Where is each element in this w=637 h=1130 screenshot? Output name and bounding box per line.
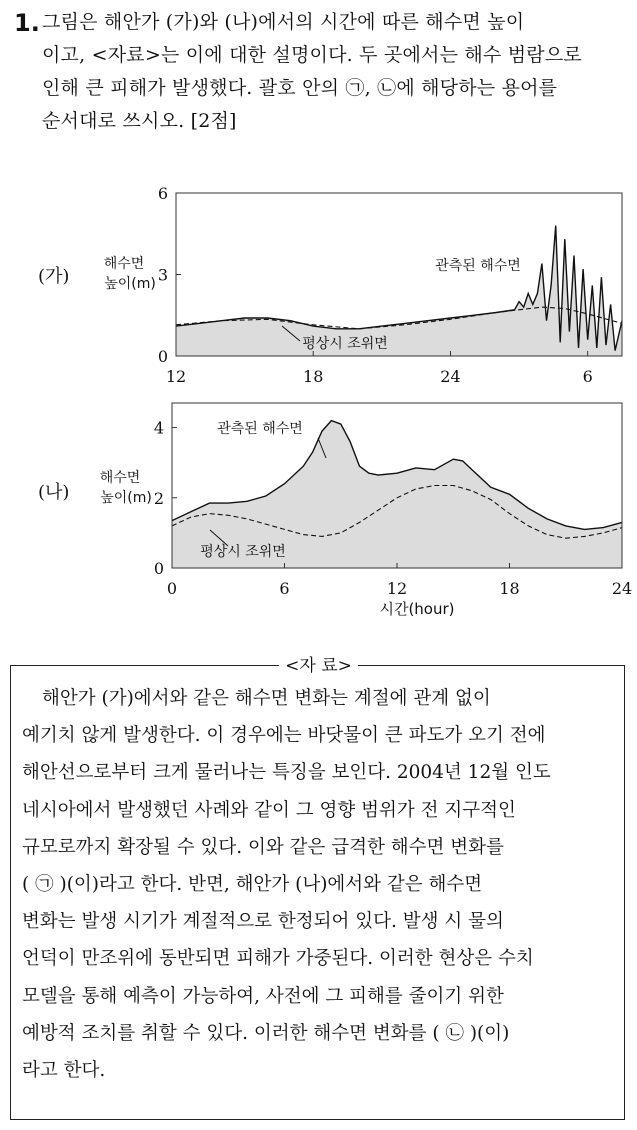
y-tick-label: 6 (157, 184, 168, 203)
question-line: 인해 큰 피해가 발생했다. 괄호 안의 ㉠, ㉡에 해당하는 용어를 (42, 77, 558, 99)
box-line: 변화는 발생 시기가 계절적으로 한정되어 있다. 발생 시 물의 (22, 911, 504, 933)
y-tick-label: 2 (153, 488, 164, 508)
box-line: 해안선으로부터 크게 물러나는 특징을 보인다. 2004년 12월 인도 (22, 762, 551, 784)
box-line: 모델을 통해 예측이 가능하여, 사전에 그 피해를 줄이기 위한 (22, 985, 504, 1007)
y-axis-label-unit: 높이(m) (100, 490, 152, 506)
panel-label: (가) (38, 266, 70, 287)
y-axis-label: 해수면 (103, 256, 145, 272)
x-tick-label: 24 (611, 579, 633, 598)
question-line: 이고, <자료>는 이에 대한 설명이다. 두 곳에서는 해수 범람으로 (42, 44, 582, 66)
annotation-label: 관측된 해수면 (435, 258, 521, 274)
x-tick-label: 6 (582, 367, 593, 386)
y-tick-label: 4 (153, 418, 164, 438)
box-line: 예방적 조치를 취할 수 있다. 이러한 해수면 변화를 ( ㉡ )(이) (22, 1022, 510, 1044)
x-tick-label: 0 (166, 579, 178, 598)
data-box-title: <자 료> (0, 656, 637, 676)
y-axis-label: 해수면 (99, 470, 141, 486)
x-tick-label: 24 (440, 367, 461, 386)
x-tick-label: 12 (165, 367, 187, 386)
y-tick-label: 0 (153, 559, 164, 578)
box-line: ( ㉠ )(이)라고 한다. 반면, 해안가 (나)에서와 같은 해수면 (22, 874, 483, 896)
question-text (42, 6, 626, 138)
panel-label: (나) (38, 482, 70, 503)
x-tick-label: 12 (386, 579, 408, 598)
box-line: 예기치 않게 발생한다. 이 경우에는 바닷물이 큰 파도가 오기 전에 (22, 725, 546, 747)
sea-level-charts (0, 180, 637, 620)
x-tick-label: 18 (303, 367, 324, 386)
y-axis-label-unit: 높이(m) (104, 276, 156, 292)
question-number: 1. (14, 9, 40, 37)
box-line: 해안가 (가)에서와 같은 해수면 변화는 계절에 관계 없이 (42, 688, 491, 709)
observed-area (176, 226, 622, 356)
box-line: 네시아에서 발생했던 사례와 같이 그 영향 범위가 전 지구적인 (22, 799, 516, 821)
annotation-label: 관측된 해수면 (217, 421, 303, 437)
question-line: 순서대로 쓰시오. [2점] (42, 110, 237, 132)
x-tick-label: 18 (499, 579, 520, 598)
x-axis-label: 시간(hour) (379, 600, 455, 618)
box-line: 언덕이 만조위에 동반되면 피해가 가중된다. 이러한 현상은 수치 (22, 948, 534, 970)
box-line: 규모로까지 확장될 수 있다. 이와 같은 급격한 해수면 변화를 (22, 836, 504, 858)
question (14, 6, 626, 138)
annotation-label: 평상시 조위면 (200, 544, 286, 560)
data-box-text (22, 680, 620, 1089)
y-tick-label: 3 (157, 265, 168, 285)
question-line: 그림은 해안가 (가)와 (나)에서의 시간에 따른 해수면 높이 (42, 11, 525, 33)
x-tick-label: 6 (279, 579, 290, 598)
box-line: 라고 한다. (22, 1060, 106, 1082)
annotation-label: 평상시 조위면 (302, 336, 388, 352)
y-tick-label: 0 (157, 347, 168, 366)
